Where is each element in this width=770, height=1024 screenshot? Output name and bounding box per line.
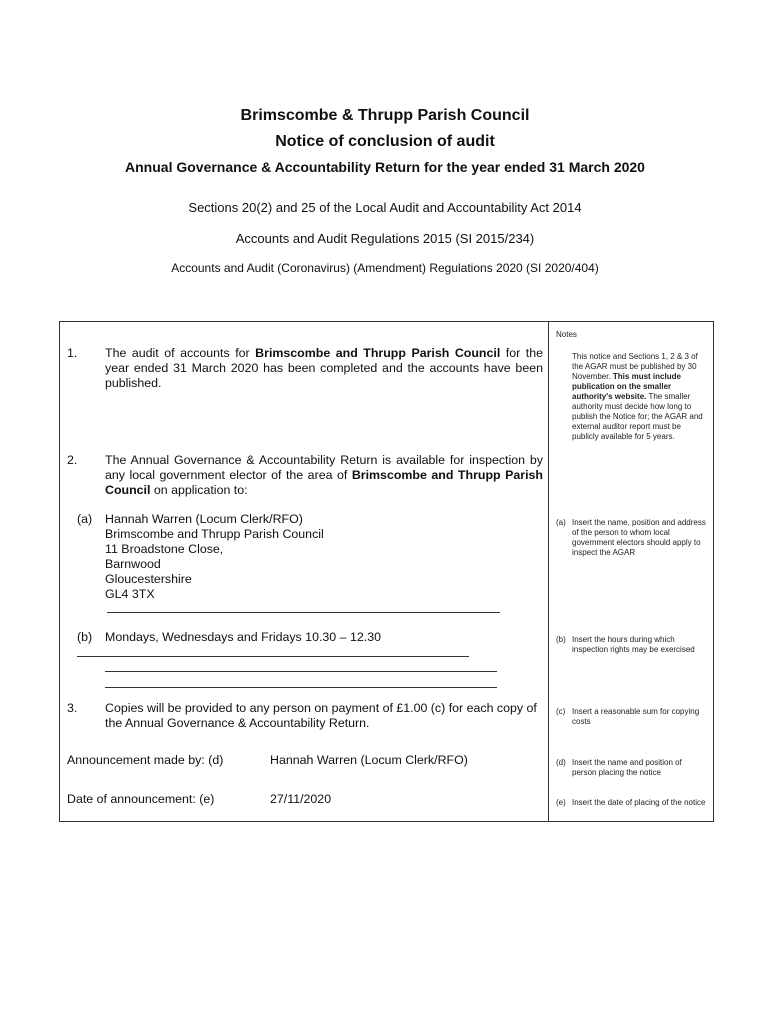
item-b-hours: Mondays, Wednesdays and Fridays 10.30 – 12.30	[105, 630, 381, 644]
notice-title: Notice of conclusion of audit	[275, 133, 495, 150]
item1-text: The audit of accounts for Brimscombe and Thrupp Parish Council for the year ended 31 March 2020 has been completed and the accounts have been published.	[105, 346, 543, 390]
item-b-label: (b)	[77, 630, 93, 644]
item3-text: Copies will be provided to any person on payment of £1.00 (c) for each copy of the Annual Governance & Accountability Return.	[105, 701, 537, 730]
address-line: Barnwood	[105, 557, 161, 571]
item2-number: 2.	[67, 453, 78, 467]
notes-heading: Notes	[556, 330, 577, 339]
legislation-line-2: Accounts and Audit Regulations 2015 (SI 2015/234)	[235, 231, 535, 246]
note-c-text: Insert a reasonable sum for copying costs	[572, 707, 700, 726]
item1-number: 1.	[67, 346, 78, 360]
note-a-text: Insert the name, position and address of the person to whom local government electors should apply to inspect the AGAR	[572, 518, 706, 557]
note-e-label: (e)	[556, 798, 566, 807]
note-e-text: Insert the date of placing of the notice	[572, 798, 706, 807]
return-title: Annual Governance & Accountability Return for the year ended 31 March 2020	[125, 159, 645, 175]
item-a-label: (a)	[77, 512, 93, 526]
date-label: Date of announcement: (e)	[67, 792, 215, 806]
date-value: 27/11/2020	[270, 792, 332, 806]
underline	[105, 671, 497, 672]
item2-text: The Annual Governance & Accountability Return is available for inspection by any local government elector of the area of Brimscombe and Thrupp Parish Council on application to:	[105, 453, 543, 497]
legislation-line-3: Accounts and Audit (Coronavirus) (Amendment) Regulations 2020 (SI 2020/404)	[171, 261, 599, 275]
announcement-value: Hannah Warren (Locum Clerk/RFO)	[270, 753, 468, 767]
address-line: GL4 3TX	[105, 587, 155, 601]
underline	[105, 687, 497, 688]
note-b-label: (b)	[556, 635, 566, 644]
notes-intro: This notice and Sections 1, 2 & 3 of the AGAR must be published by 30 November. This must include publication on the smaller authority's website. The smaller authority must decide how long to publish the Notice for; the AGAR and external auditor report must be publicly available for 5 years.	[572, 352, 703, 441]
council-title: Brimscombe & Thrupp Parish Council	[240, 107, 530, 124]
note-a-label: (a)	[556, 518, 566, 527]
address-line: Gloucestershire	[105, 572, 192, 586]
note-c-label: (c)	[556, 707, 566, 716]
underline	[77, 656, 469, 657]
column-divider	[548, 321, 549, 821]
announcement-label: Announcement made by: (d)	[67, 753, 224, 767]
address-line: 11 Broadstone Close,	[105, 542, 224, 556]
underline	[107, 612, 500, 613]
note-d-label: (d)	[556, 758, 566, 767]
address-line: Brimscombe and Thrupp Parish Council	[105, 527, 324, 541]
note-d-text: Insert the name and position of person placing the notice	[572, 758, 682, 777]
note-b-text: Insert the hours during which inspection rights may be exercised	[572, 635, 695, 654]
address-line: Hannah Warren (Locum Clerk/RFO)	[105, 512, 303, 526]
legislation-line-1: Sections 20(2) and 25 of the Local Audit and Accountability Act 2014	[188, 200, 582, 215]
item-a-address	[105, 512, 525, 602]
item3-number: 3.	[67, 701, 78, 715]
